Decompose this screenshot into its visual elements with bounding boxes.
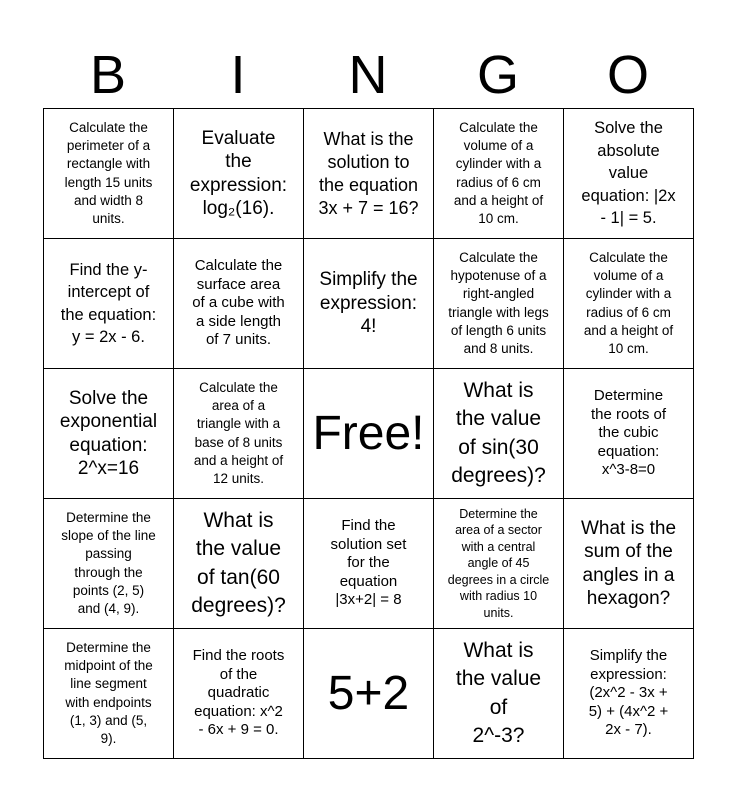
- bingo-cell-i1[interactable]: [174, 109, 304, 239]
- bingo-cell-n2[interactable]: [304, 239, 434, 369]
- cell-text: Calculate the volume of a cylinder with a radius of 6 cm and a height of 10 cm.: [583, 249, 674, 356]
- bingo-cell-g3[interactable]: [434, 369, 564, 499]
- cell-text: Simplify the expression: (2x^2 - 3x + 5) + (4x^2 + 2x - 7).: [588, 647, 669, 739]
- bingo-cell-b5[interactable]: [44, 629, 174, 759]
- cell-text: What is the sum of the angles in a hexagon?: [580, 517, 677, 609]
- bingo-cell-o3[interactable]: [564, 369, 694, 499]
- cell-text: Find the solution set for the equation |3x+2| = 8: [330, 517, 407, 609]
- bingo-header: [43, 44, 693, 106]
- bingo-cell-g2[interactable]: [434, 239, 564, 369]
- header-letter-n: N: [348, 45, 388, 105]
- header-letter-g: G: [476, 45, 519, 105]
- cell-text: Simplify the expression: 4!: [319, 269, 418, 338]
- bingo-cell-i5[interactable]: [174, 629, 304, 759]
- cell-text: Calculate the hypotenuse of a right-angled triangle with legs of length 6 units and 8 units.: [448, 249, 549, 356]
- cell-text: Solve the absolute value equation: |2x - 1| = 5.: [581, 119, 676, 228]
- cell-text: Calculate the surface area of a cube with a side length of 7 units.: [192, 257, 285, 349]
- free-space-text: Free!: [312, 406, 425, 460]
- cell-text: Calculate the volume of a cylinder with a radius of 6 cm and a height of 10 cm.: [453, 119, 544, 226]
- cell-text: What is the solution to the equation 3x + 7 = 16?: [318, 128, 419, 218]
- bingo-cell-g5[interactable]: [434, 629, 564, 759]
- bingo-cell-b4[interactable]: [44, 499, 174, 629]
- cell-text: What is the value of tan(60 degrees)?: [191, 508, 286, 617]
- bingo-cell-o2[interactable]: [564, 239, 694, 369]
- bingo-grid: [43, 108, 694, 759]
- cell-text: Evaluate the expression: log₂(16).: [189, 127, 288, 219]
- bingo-cell-o4[interactable]: [564, 499, 694, 629]
- bingo-cell-b2[interactable]: [44, 239, 174, 369]
- bingo-cell-g4[interactable]: [434, 499, 564, 629]
- bingo-cell-i3[interactable]: [174, 369, 304, 499]
- bingo-cell-n5[interactable]: [304, 629, 434, 759]
- cell-text: 5+2: [327, 666, 410, 720]
- bingo-cell-o1[interactable]: [564, 109, 694, 239]
- bingo-cell-b1[interactable]: [44, 109, 174, 239]
- bingo-cell-b3[interactable]: [44, 369, 174, 499]
- cell-text: What is the value of sin(30 degrees)?: [451, 378, 546, 487]
- cell-text: Calculate the area of a triangle with a base of 8 units and a height of 12 units.: [193, 379, 284, 486]
- bingo-cell-n4[interactable]: [304, 499, 434, 629]
- cell-text: Determine the area of a sector with a central angle of 45 degrees in a circle with radius 10 units.: [447, 506, 550, 620]
- header-letter-i: I: [230, 45, 246, 105]
- bingo-cell-n1[interactable]: [304, 109, 434, 239]
- cell-text: Determine the midpoint of the line segment with endpoints (1, 3) and (5, 9).: [64, 639, 153, 746]
- cell-text: What is the value of 2^-3?: [455, 638, 542, 747]
- bingo-cell-o5[interactable]: [564, 629, 694, 759]
- cell-text: Determine the roots of the cubic equation: x^3-8=0: [590, 387, 667, 479]
- bingo-cell-i4[interactable]: [174, 499, 304, 629]
- cell-text: Find the roots of the quadratic equation: x^2 - 6x + 9 = 0.: [192, 647, 285, 739]
- bingo-cell-free[interactable]: [304, 369, 434, 499]
- cell-text: Calculate the perimeter of a rectangle with length 15 units and width 8 units.: [64, 119, 153, 226]
- cell-text: Find the y- intercept of the equation: y = 2x - 6.: [60, 260, 157, 346]
- bingo-cell-i2[interactable]: [174, 239, 304, 369]
- cell-text: Solve the exponential equation: 2^x=16: [59, 387, 158, 479]
- header-letter-o: O: [606, 45, 649, 105]
- header-letter-b: B: [89, 45, 127, 105]
- cell-text: Determine the slope of the line passing through the points (2, 5) and (4, 9).: [61, 509, 156, 616]
- bingo-cell-g1[interactable]: [434, 109, 564, 239]
